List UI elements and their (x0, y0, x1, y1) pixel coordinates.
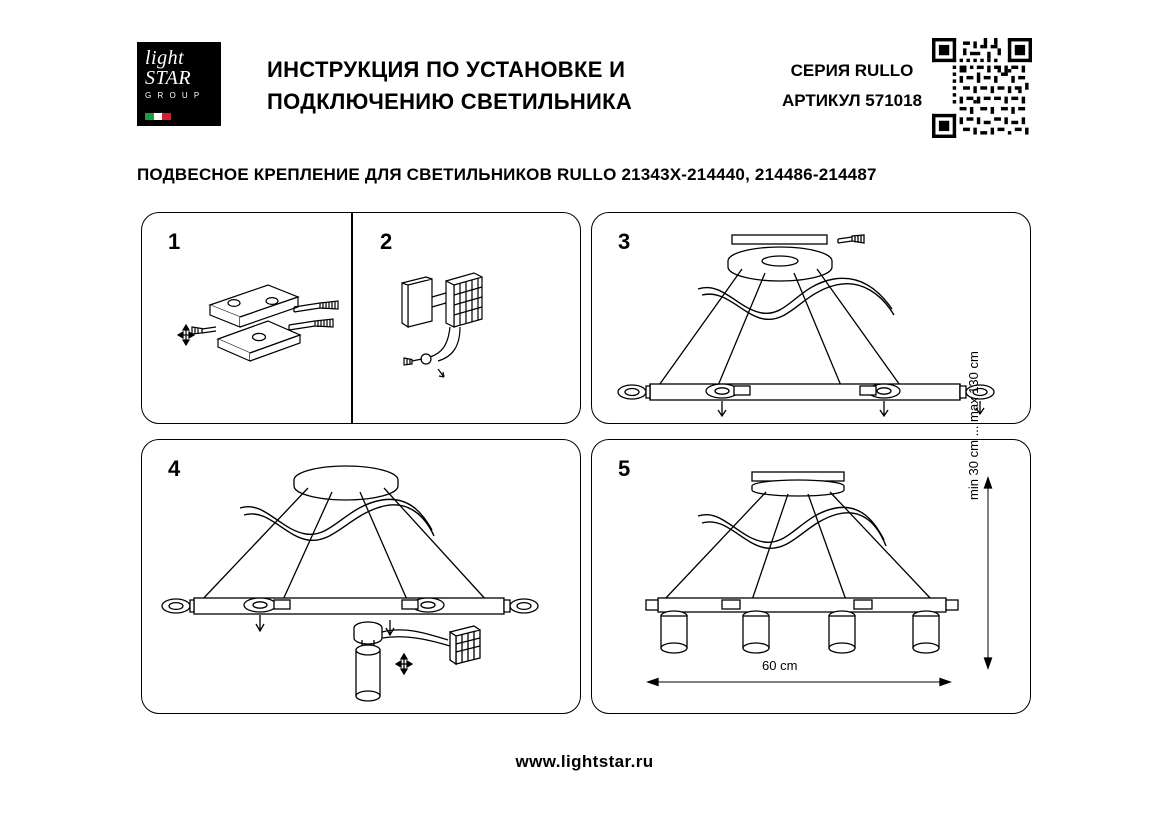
width-dimension-label: 60 cm (762, 658, 798, 673)
article-label: АРТИКУЛ 571018 (781, 91, 923, 110)
brand-logo (137, 42, 221, 126)
footer-website[interactable]: www.lightstar.ru (515, 752, 654, 771)
qr-code-icon (932, 38, 1032, 138)
canopy-and-bar-assembly-diagram (602, 223, 1022, 418)
logo-line-2: STAR (145, 67, 192, 89)
step-panel-1-2 (141, 212, 581, 424)
step-number-3: 3 (618, 229, 631, 254)
logo-line-3: G R O U P (145, 91, 202, 100)
step-panel-5 (591, 351, 1031, 714)
page-title-line-2: ПОДКЛЮЧЕНИЮ СВЕТИЛЬНИКА (267, 89, 633, 114)
step-panel-3 (591, 212, 1031, 424)
italian-flag-icon (145, 113, 171, 120)
step-number-2: 2 (380, 229, 393, 254)
page-header (137, 36, 1037, 132)
panel-divider (351, 213, 353, 423)
section-subtitle: ПОДВЕСНОЕ КРЕПЛЕНИЕ ДЛЯ СВЕТИЛЬНИКОВ RULLO 21343X-214440, 214486-214487 (137, 165, 877, 184)
step-panel-4 (141, 439, 581, 714)
step-number-1: 1 (168, 229, 181, 254)
page-title-line-1: ИНСТРУКЦИЯ ПО УСТАНОВКЕ И (267, 57, 626, 82)
lamp-module-connection-diagram (150, 450, 575, 708)
height-dimension-label: min 30 cm ... max 130 cm (966, 351, 981, 500)
step-number-4: 4 (168, 456, 181, 481)
step-number-5: 5 (618, 456, 631, 481)
logo-line-1: light (145, 47, 185, 69)
terminal-block-wiring-diagram (382, 261, 557, 406)
mounting-bracket-with-screws-diagram (172, 263, 347, 403)
page-title (267, 54, 697, 118)
series-label: СЕРИЯ RULLO (790, 61, 914, 80)
final-assembly-dimensions-diagram (602, 454, 1022, 704)
